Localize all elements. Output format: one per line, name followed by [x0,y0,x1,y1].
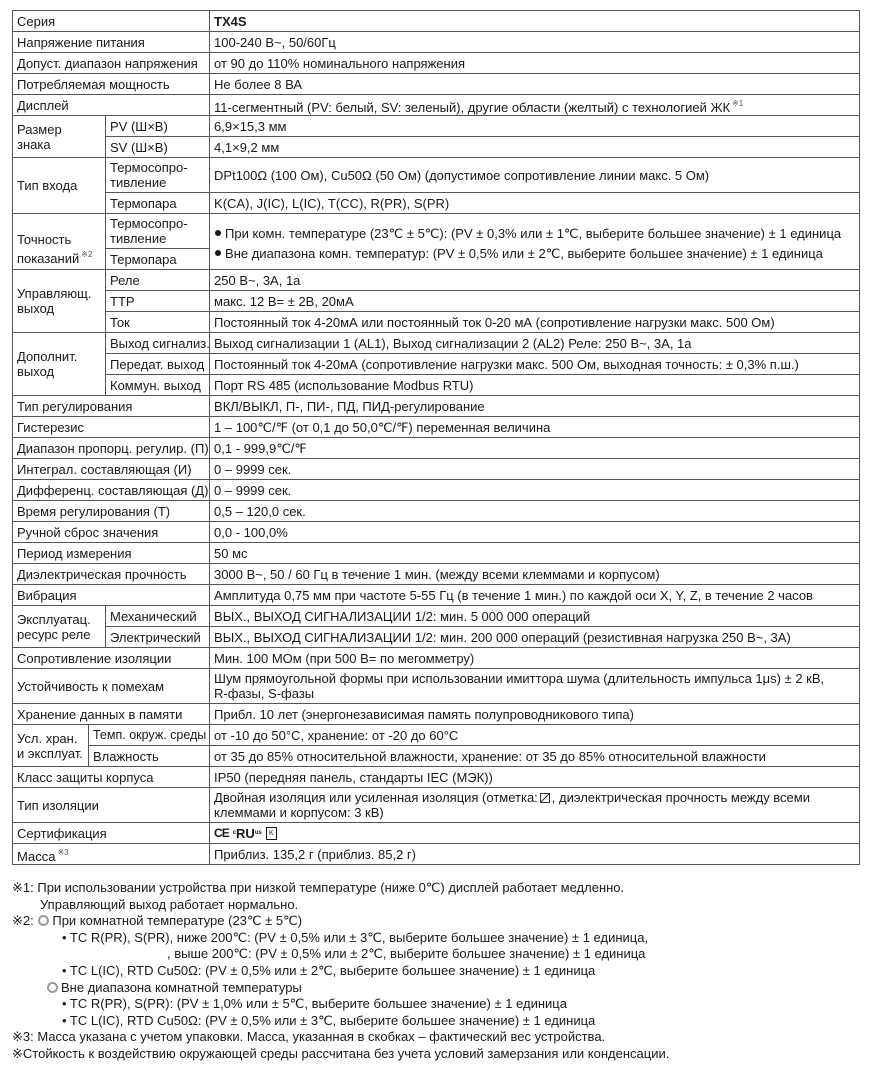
accuracy-line-outside: Вне диапазона комн. температур: (PV ± 0,5% или ± 2℃, выберите большее значение) ± 1 единица [214,244,855,264]
row-certification [13,823,860,844]
row-aux-comm [13,375,860,396]
row-relay-elec [13,627,860,648]
label-vibration: Вибрация [13,585,210,606]
value-control-relay: 250 В~, 3А, 1а [210,270,860,291]
value-certification [210,823,860,844]
value-char-size-pv: 6,9×15,3 мм [210,116,860,137]
row-control-ssr [13,291,860,312]
sub-env-humidity: Влажность [89,746,210,767]
value-series: TX4S [210,11,860,32]
value-prop-band: 0,1 - 999,9℃/℉ [210,438,860,459]
value-env-temp: от -10 до 50°C, хранение: от -20 до 60°C [210,725,860,746]
label-insulation-resistance: Сопротивление изоляции [13,648,210,669]
row-memory-retention [13,704,860,725]
label-accuracy: Точность показаний $^{※2}$ [13,214,106,270]
value-control-current: Постоянный ток 4-20мА или постоянный ток 0-20 мА (сопротивление нагрузки макс. 500 Ом) [210,312,860,333]
footnote-2-outside: Вне диапазона комнатной температуры [12,980,862,997]
footnote-2-room-b: , выше 200℃: (PV ± 0,5% или ± 2℃, выберите большее значение) ± 1 единица [167,946,646,962]
label-supply-voltage: Напряжение питания [13,32,210,53]
row-accuracy-rtd [13,214,860,249]
footnote-3: ※3: Масса указана с учетом упаковки. Масса, указанная в скобках – фактический вес устройства. [12,1029,606,1045]
value-vibration: Амплитуда 0,75 мм при частоте 5-55 Гц (в течение 1 мин.) по каждой оси X, Y, Z, в течение 2 часов [210,585,860,606]
sub-relay-elec: Электрический [106,627,210,648]
label-integral: Интеграл. составляющая (И) [13,459,210,480]
row-env-temp [13,725,860,746]
row-char-size-sv [13,137,860,158]
row-manual-reset [13,522,860,543]
row-series [13,11,860,32]
row-dielectric [13,564,860,585]
label-hysteresis: Гистерезис [13,417,210,438]
cul-us-mark-icon: c RU us [232,826,262,841]
label-dielectric: Диэлектрическая прочность [13,564,210,585]
row-voltage-range [13,53,860,74]
label-char-size: Размер знака [13,116,106,158]
label-control-period: Время регулирования (T) [13,501,210,522]
double-circle-icon [47,982,58,993]
value-noise-immunity: Шум прямоугольной формы при использовании имиттора шума (длительность импульса 1μs) ± 2 кВ, R-фазы, S-фазы [210,669,860,704]
label-voltage-range: Допуст. диапазон напряжения [13,53,210,74]
row-prop-band [13,438,860,459]
sub-aux-alarm: Выход сигнализ. [106,333,210,354]
value-aux-alarm: Выход сигнализации 1 (AL1), Выход сигнализации 2 (AL2) Реле: 250 В~, 3А, 1а [210,333,860,354]
label-relay-life: Эксплуатац. ресурс реле [13,606,106,648]
value-insulation-resistance: Мин. 100 МОм (при 500 В= по мегомметру) [210,648,860,669]
row-vibration [13,585,860,606]
sub-char-size-sv: SV (Ш×В) [106,137,210,158]
sub-accuracy-tc: Термопара [106,249,210,270]
ce-mark-icon: CE [214,826,229,840]
footnote-environment: ※Стойкость к воздействию окружающей среды рассчитана без учета условий замерзания или конденсации. [12,1045,670,1061]
label-control-type: Тип регулирования [13,396,210,417]
row-relay-mech [13,606,860,627]
sub-control-relay: Реле [106,270,210,291]
label-control-output: Управляющ. выход [13,270,106,333]
value-integral: 0 – 9999 сек. [210,459,860,480]
row-aux-transmission [13,354,860,375]
value-weight: Приблиз. 135,2 г (приблиз. 85,2 г) [210,844,860,865]
value-char-size-sv: 4,1×9,2 мм [210,137,860,158]
row-sampling-period [13,543,860,564]
row-control-relay [13,270,860,291]
footnote-2-room: ※2: При комнатной температуре (23℃ ± 5℃) [12,913,303,929]
value-input-tc: K(CA), J(IC), L(IC), T(CC), R(PR), S(PR) [210,193,860,214]
sub-relay-mech: Механический [106,606,210,627]
sub-aux-transmission: Передат. выход [106,354,210,375]
row-input-tc [13,193,860,214]
row-integral [13,459,860,480]
row-control-type [13,396,860,417]
value-aux-transmission: Постоянный ток 4-20мА (сопротивление нагрузки макс. 500 Ом, выходная точность: ± 0,3% п.ш.) [210,354,860,375]
sub-accuracy-rtd: Термосопро- тивление [106,214,210,249]
row-supply-voltage [13,32,860,53]
value-control-type: ВКЛ/ВЫКЛ, П-, ПИ-, ПД, ПИД-регулирование [210,396,860,417]
footnote-ref-3: ※3 [57,847,69,857]
footnote-2-room-c: • TC L(IC), RTD Cu50Ω: (PV ± 0,5% или ± 2℃, выберите большее значение) ± 1 единица [62,962,596,978]
label-input-type: Тип входа [13,158,106,214]
value-derivative: 0 – 9999 сек. [210,480,860,501]
row-protection [13,767,860,788]
label-aux-output: Дополнит. выход [13,333,106,396]
footnote-ref-2: ※2 [81,249,93,259]
double-circle-icon [38,915,49,926]
row-power-consumption [13,74,860,95]
label-display: Дисплей [13,95,210,116]
sub-control-current: Ток [106,312,210,333]
row-env-humidity [13,746,860,767]
certification-marks [214,826,277,841]
label-certification: Сертификация [13,823,210,844]
label-noise-immunity: Устойчивость к помехам [13,669,210,704]
value-control-ssr: макс. 12 В= ± 2В, 20мА [210,291,860,312]
label-insulation-type: Тип изоляции [13,788,210,823]
label-sampling-period: Период измерения [13,543,210,564]
row-weight [13,844,860,865]
row-char-size-pv [13,116,860,137]
value-display: 11-сегментный (PV: белый, SV: зеленый), другие области (желтый) с технологией ЖК $^{※1}$ [210,95,860,116]
row-aux-alarm [13,333,860,354]
specifications-table [12,10,860,865]
row-hysteresis [13,417,860,438]
value-insulation-type: Двойная изоляция или усиленная изоляция (отметка: , диэлектрическая прочность между всеми клеммами и корпусом: 3 кВ) [210,788,860,823]
row-display [13,95,860,116]
label-memory-retention: Хранение данных в памяти [13,704,210,725]
label-weight: Масса $^{※3}$ [13,844,210,865]
value-control-period: 0,5 – 120,0 сек. [210,501,860,522]
value-manual-reset: 0,0 - 100,0% [210,522,860,543]
row-control-period [13,501,860,522]
footnotes [12,880,862,1063]
label-protection: Класс защиты корпуса [13,767,210,788]
kc-mark-icon: K [266,827,277,840]
sub-char-size-pv: PV (Ш×В) [106,116,210,137]
label-power-consumption: Потребляемая мощность [13,74,210,95]
sub-input-rtd: Термосопро- тивление [106,158,210,193]
label-prop-band: Диапазон пропорц. регулир. (П) [13,438,210,459]
value-power-consumption: Не более 8 ВА [210,74,860,95]
row-control-current [13,312,860,333]
row-insulation-resistance [13,648,860,669]
value-relay-mech: ВЫХ., ВЫХОД СИГНАЛИЗАЦИИ 1/2: мин. 5 000 000 операций [210,606,860,627]
bullet-icon [215,230,221,236]
value-relay-elec: ВЫХ., ВЫХОД СИГНАЛИЗАЦИИ 1/2: мин. 200 000 операций (резистивная нагрузка 250 В~, 3А) [210,627,860,648]
value-sampling-period: 50 мс [210,543,860,564]
footnote-2-room-a: • TC R(PR), S(PR), ниже 200℃: (PV ± 0,5% или ± 3℃, выберите большее значение) ± 1 единица, [62,929,649,945]
value-hysteresis: 1 – 100℃/℉ (от 0,1 до 50,0℃/℉) переменная величина [210,417,860,438]
value-voltage-range: от 90 до 110% номинального напряжения [210,53,860,74]
accuracy-line-room: При комн. температуре (23℃ ± 5℃): (PV ± 0,3% или ± 1℃, выберите большее значение) ± 1 единица [214,224,855,244]
value-input-rtd: DPt100Ω (100 Ом), Cu50Ω (50 Ом) (допустимое сопротивление линии макс. 5 Ом) [210,158,860,193]
value-aux-comm: Порт RS 485 (использование Modbus RTU) [210,375,860,396]
footnote-2-outside-a: • TC R(PR), S(PR): (PV ± 1,0% или ± 5℃, выберите большее значение) ± 1 единица [62,996,567,1012]
label-manual-reset: Ручной сброс значения [13,522,210,543]
bullet-icon [215,250,221,256]
footnote-1-line-2: Управляющий выход работает нормально. [40,896,299,912]
value-accuracy [210,214,860,270]
double-insulation-mark-icon [540,793,550,803]
sub-env-temp: Темп. окруж. среды [89,725,210,746]
footnote-1-line-1: ※1: При использовании устройства при низкой температуре (ниже 0℃) дисплей работает медленно. [12,880,625,895]
value-supply-voltage: 100-240 В~, 50/60Гц [210,32,860,53]
value-dielectric: 3000 В~, 50 / 60 Гц в течение 1 мин. (между всеми клеммами и корпусом) [210,564,860,585]
label-derivative: Дифференц. составляющая (Д) [13,480,210,501]
footnote-ref-1: ※1 [732,98,744,108]
row-noise-immunity [13,669,860,704]
label-environment: Усл. хран. и эксплуат. [13,725,89,767]
row-insulation-type [13,788,860,823]
value-env-humidity: от 35 до 85% относительной влажности, хранение: от 35 до 85% относительной влажности [210,746,860,767]
sub-control-ssr: ТТР [106,291,210,312]
value-memory-retention: Прибл. 10 лет (энергонезависимая память полупроводникового типа) [210,704,860,725]
sub-aux-comm: Коммун. выход [106,375,210,396]
label-series: Серия [13,11,210,32]
footnote-2-outside-b: • TC L(IC), RTD Cu50Ω: (PV ± 0,5% или ± 3℃, выберите большее значение) ± 1 единица [62,1012,596,1028]
sub-input-tc: Термопара [106,193,210,214]
value-protection: IP50 (передняя панель, стандарты IEC (МЭК)) [210,767,860,788]
row-derivative [13,480,860,501]
row-input-rtd [13,158,860,193]
